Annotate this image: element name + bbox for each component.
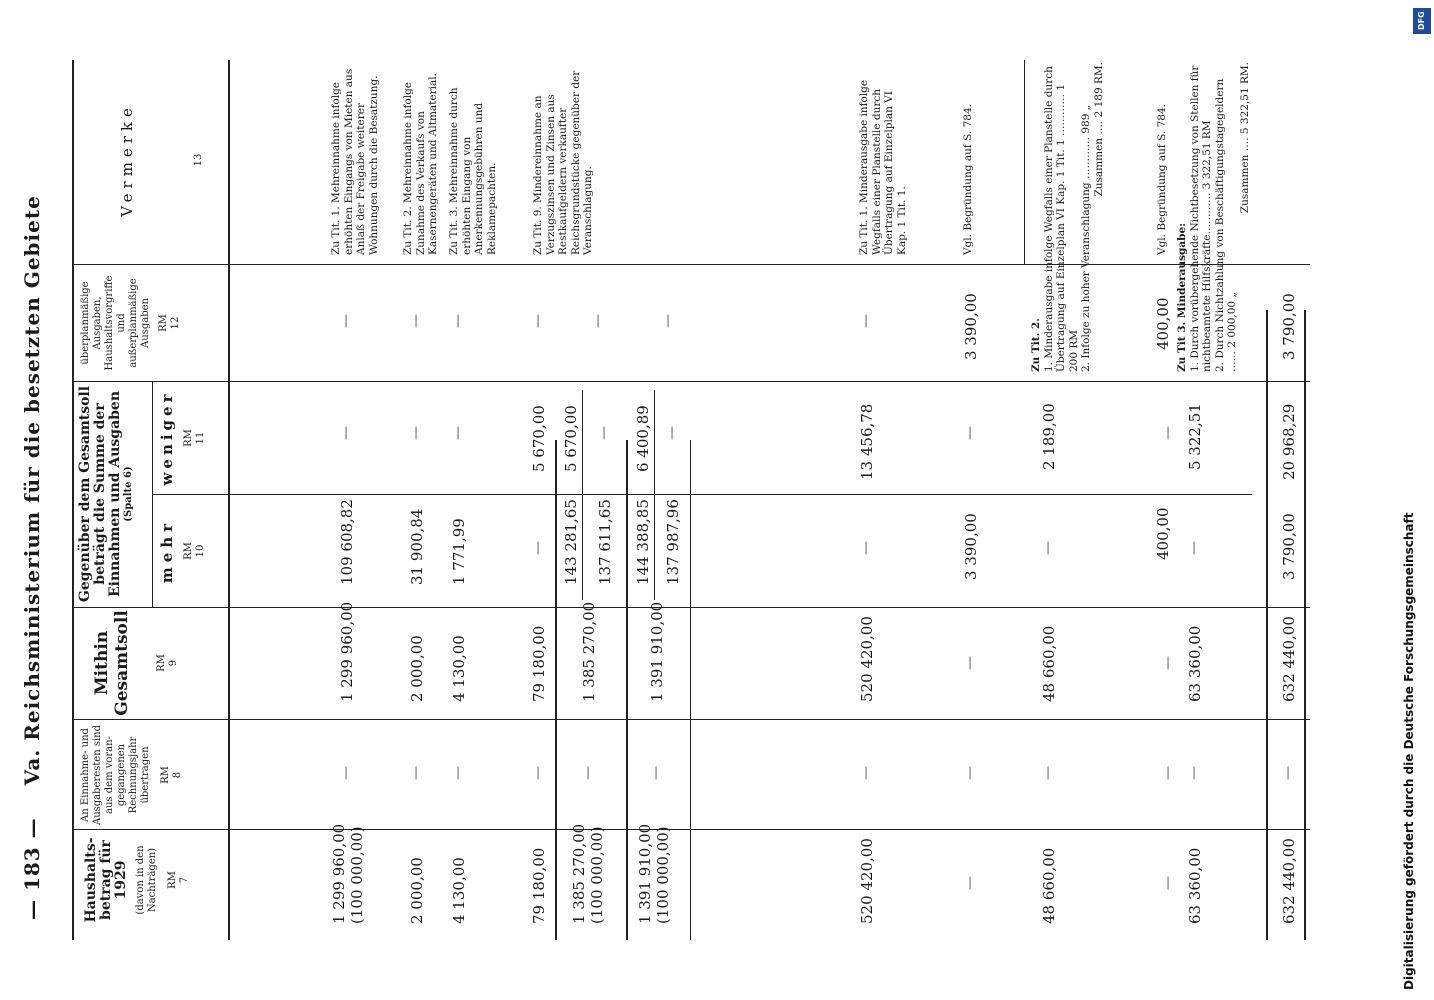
total2-rule: [1266, 310, 1268, 940]
note-tit2-total: [1093, 62, 1106, 372]
r4-c8: —: [530, 766, 546, 780]
r7-c9: 48 660,00: [1040, 625, 1058, 702]
r9-c8: —: [1186, 766, 1202, 780]
t2-c12: 3 790,00: [1280, 293, 1298, 360]
r4-c12: —: [530, 314, 546, 328]
col10-number: 10: [195, 544, 206, 558]
t2-c8: —: [1280, 766, 1296, 780]
t2-c11: 20 968,29: [1280, 403, 1298, 480]
subtotal1-rule: [555, 440, 557, 940]
t1-c12: —: [660, 314, 676, 328]
col8-unit: RM: [160, 766, 171, 784]
col10-header: [160, 498, 207, 604]
st1-c10b: 137 611,65: [596, 499, 614, 585]
r1-c10: 109 608,82: [338, 499, 356, 585]
col-sep-7-8: [72, 829, 1310, 830]
r9-c10: —: [1186, 541, 1202, 555]
t2-c7: 632 440,00: [1280, 838, 1298, 924]
st1-c12: —: [590, 314, 606, 328]
r4-c10: —: [530, 541, 546, 555]
r1-c11: —: [338, 426, 354, 440]
r3-c9: 4 130,00: [450, 635, 468, 702]
r1-c12: —: [338, 314, 354, 328]
note-tit2-item2: [1080, 62, 1093, 372]
r7-c8: —: [1040, 766, 1056, 780]
col11-title: weniger: [158, 390, 176, 486]
r1-c7b: (100 000,00): [348, 826, 366, 924]
r2-c11: —: [408, 426, 424, 440]
note-tit2: Zu Tit. 2. Mehreinnahme infolge Zunahme des Verkaufs von Kasernengeräten und Altmaterial.: [402, 73, 439, 255]
st1-c7: 1 385 270,00: [570, 823, 588, 924]
r2-c9: 2 000,00: [408, 635, 426, 702]
note-tit3-item2: [1214, 62, 1239, 372]
col8-header: [80, 724, 184, 826]
col9-number: 9: [168, 659, 179, 667]
col9-unit: RM: [156, 654, 167, 672]
note-tit3: Zu Tit. 3. Mehreinnahme durch erhöhten Eingang von Anerkennungsgebühren und Reklamepachten.: [448, 87, 498, 255]
r5-c8: —: [858, 766, 874, 780]
subtotal1-inner-rule: [582, 390, 583, 600]
col7-header: [84, 832, 191, 928]
col10-title: mehr: [158, 518, 176, 584]
col9-title: Mithin Gesamtsoll: [92, 610, 132, 716]
note-tit3-total-value: 5 322,51 RM.: [1238, 62, 1251, 135]
col7-unit: RM: [167, 871, 178, 889]
t1-c11b: —: [664, 426, 680, 440]
total1-inner-rule: [654, 390, 655, 600]
col7-number: 7: [179, 876, 190, 884]
t1-c9: 1 391 910,00: [648, 601, 666, 702]
t1-c11a: 6 400,89: [634, 405, 652, 472]
col8-number: 8: [172, 771, 183, 779]
col-sep-9-10: [72, 607, 1310, 608]
col-sep-10-11: [152, 494, 1252, 495]
col9-header: [92, 610, 180, 716]
t1-c8: —: [648, 766, 664, 780]
col7-title: Haushaltsbetrag für 1929: [83, 837, 129, 923]
r5-c9: 520 420,00: [858, 616, 876, 702]
r8-c10: 400,00: [1154, 507, 1172, 560]
digitization-credit: Digitalisierung gefördert durch die Deutsche Forschungsgemeinschaft: [1402, 512, 1416, 990]
r1-c7: 1 299 960,00: [330, 823, 348, 924]
r2-c10: 31 900,84: [408, 508, 426, 585]
total1-bottom-rule: [690, 440, 691, 940]
st1-c11b: —: [596, 426, 612, 440]
r8-c9: —: [1160, 656, 1176, 670]
note-tit2-item1-value: 1 200 RM: [1055, 83, 1080, 372]
col-sep-8-9: [72, 719, 1310, 720]
note-tit2-item2-value: 989 „: [1080, 104, 1092, 134]
r3-c8: —: [450, 766, 466, 780]
col8-title: An Einnahme- und Ausgaberesten sind aus dem vorangegangenen Rechnungsjahr übertragen: [80, 724, 151, 826]
note-tit3-item1-text: 1. Durch vorübergehende Nichtbesetzung von Stellen für nichtbeamtete Hilfskräfte…………: [1188, 65, 1213, 372]
r6-c12: 3 390,00: [962, 293, 980, 360]
page-title: Va. Reichsministerium für die besetzten Gebiete: [20, 195, 44, 786]
st1-c11a: 5 670,00: [562, 405, 580, 472]
r8-c11: —: [1160, 426, 1176, 440]
st1-c8: —: [580, 766, 596, 780]
col10-unit: RM: [183, 542, 194, 560]
r7-c11: 2 189,00: [1040, 403, 1058, 470]
r1-c8: —: [338, 766, 354, 780]
page-header: [20, 40, 48, 920]
col12-title: überplanmäßige Ausgaben, Haushaltsvorgriffe und außerplanmäßige Ausgaben: [80, 275, 151, 371]
note-tit3-heading: Zu Tit 3. Minderausgabe:: [1176, 222, 1188, 372]
col-sep-12-13: [72, 264, 1310, 265]
r6-c9: —: [962, 656, 978, 670]
t2-c9: 632 440,00: [1280, 616, 1298, 702]
col10-11-group-header: [78, 384, 135, 604]
col10-11-subtitle: (Spalte 6): [123, 466, 134, 522]
note-s784-b: Vgl. Begründung auf S. 784.: [1156, 104, 1168, 255]
total1-rule: [626, 440, 628, 940]
r5-c10: —: [858, 541, 874, 555]
note-tit2-total-value: 2 189 RM.: [1092, 62, 1105, 118]
note-tit2-item1: [1043, 62, 1081, 372]
r9-c9: 63 360,00: [1186, 625, 1204, 702]
r4-c7: 79 180,00: [530, 847, 548, 924]
r2-c7: 2 000,00: [408, 857, 426, 924]
t2-c10: 3 790,00: [1280, 513, 1298, 580]
r8-c7: —: [1160, 876, 1176, 890]
note-tit3-item2-text: 2. Durch Nichtzahlung von Beschäftigungstagegeldern ……: [1213, 78, 1238, 372]
r6-c10: 3 390,00: [962, 513, 980, 580]
dfg-logo: DFG: [1413, 8, 1431, 34]
r4-c9: 79 180,00: [530, 625, 548, 702]
col11-unit: RM: [183, 429, 194, 447]
r2-c8: —: [408, 766, 424, 780]
col7-subtitle: (davon in den Nachträgen): [135, 845, 158, 915]
col10-11-title: Gegenüber dem Gesamtsoll beträgt die Summe der Einnahmen und Ausgaben: [77, 385, 123, 603]
r2-c12: —: [408, 314, 424, 328]
note-tit2-total-label: Zusammen ….: [1092, 120, 1105, 197]
note-tit9: Zu Tit. 9. Mindereinnahme an Verzugszinsen und Zinsen aus Restkaufgeldern verkaufter Reichsgrundstücke gegenüber der Veranschlagung.: [532, 70, 594, 255]
t1-c10b: 137 987,96: [664, 499, 682, 585]
note-tit2-item1-text: 1. Minderausgabe infolge Wegfalls einer Planstelle durch Übertragung auf Einzelplan VI Kap. 1 Tit. 1 …………: [1042, 66, 1067, 372]
note-tit2-item2-text: 2. Infolge zu hoher Veranschlagung …………: [1080, 137, 1092, 372]
st1-c7b: (100 000,00): [588, 826, 606, 924]
notes-divider: [1024, 60, 1025, 265]
t1-c10a: 144 388,85: [634, 499, 652, 585]
r8-c8: —: [1160, 766, 1176, 780]
col13-title: Vermerke: [118, 103, 136, 217]
table-bottom-rule: [1304, 310, 1306, 940]
note-tit3-item2-value: 2 000,00 „: [1226, 292, 1238, 348]
r6-c11: —: [962, 426, 978, 440]
note-tit1-b: Zu Tit. 1. Minderausgabe infolge Wegfalls einer Planstelle durch Übertragung auf Einzelplan VI Kap. 1 Tit. 1.: [858, 79, 908, 255]
col13-number: 13: [193, 153, 204, 167]
r4-c11: 5 670,00: [530, 405, 548, 472]
col12-header: [80, 268, 182, 378]
col11-header: [160, 385, 207, 491]
st1-c10a: 143 281,65: [562, 499, 580, 585]
col11-number: 11: [195, 431, 206, 445]
note-tit2-block: [1030, 62, 1105, 372]
col-sep-11-12: [72, 381, 1310, 382]
st1-c9: 1 385 270,00: [580, 601, 598, 702]
table-top-rule: [72, 60, 74, 940]
header-bottom-rule: [228, 60, 230, 940]
r5-c12: —: [858, 314, 874, 328]
r6-c8: —: [962, 766, 978, 780]
note-tit3-block: [1176, 62, 1251, 372]
r5-c11: 13 456,78: [858, 403, 876, 480]
col12-unit: RM: [158, 314, 169, 332]
t1-c7: 1 391 910,00: [636, 823, 654, 924]
group-header-rule: [152, 382, 153, 608]
r1-c9: 1 299 960,00: [338, 601, 356, 702]
col13-header: [120, 60, 205, 260]
page-number: — 183 —: [20, 817, 44, 920]
r5-c7: 520 420,00: [858, 838, 876, 924]
r7-c7: 48 660,00: [1040, 847, 1058, 924]
r3-c7: 4 130,00: [450, 857, 468, 924]
note-tit3-item1-value: 3 322,51 RM: [1201, 120, 1213, 190]
note-s784-a: Vgl. Begründung auf S. 784.: [962, 104, 974, 255]
note-tit3-total-label: Zusammen ….: [1238, 137, 1251, 214]
r9-c7: 63 360,00: [1186, 847, 1204, 924]
r6-c7: —: [962, 876, 978, 890]
r3-c12: —: [450, 314, 466, 328]
r9-c11: 5 322,51: [1186, 403, 1204, 470]
r3-c10: 1 771,99: [450, 518, 468, 585]
col12-number: 12: [170, 316, 181, 330]
note-tit2-heading: Zu Tit. 2.: [1030, 318, 1042, 372]
note-tit3-item1: [1189, 62, 1214, 372]
t1-c7b: (100 000,00): [654, 826, 672, 924]
note-tit3-total: [1239, 62, 1252, 372]
note-tit1: Zu Tit. 1. Mehreinnahme infolge erhöhten Eingangs von Mieten aus Anlaß der Freigabe weiterer Wohnungen durch die Besatzung.: [330, 68, 380, 255]
r8-c12: 400,00: [1154, 297, 1172, 350]
r3-c11: —: [450, 426, 466, 440]
r7-c10: —: [1040, 541, 1056, 555]
